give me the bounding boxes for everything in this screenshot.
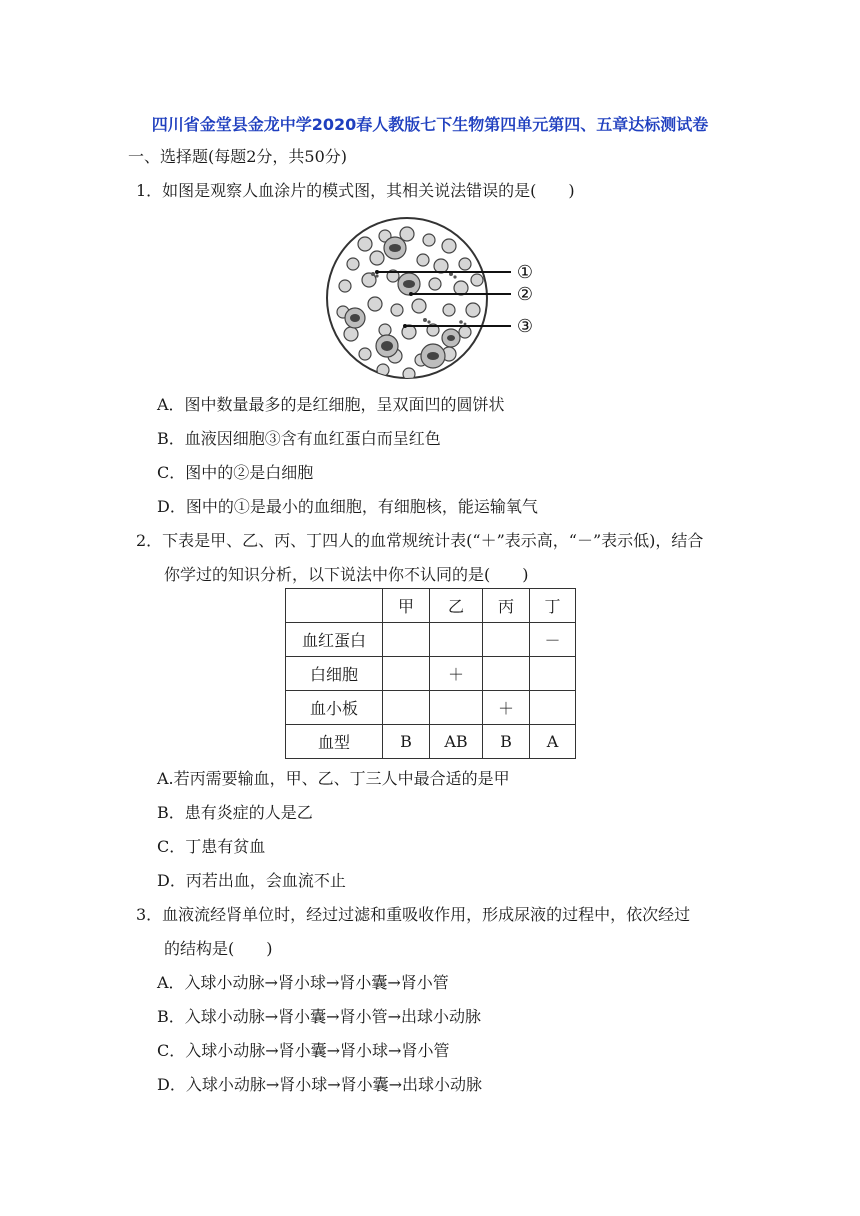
table-row — [286, 725, 576, 759]
blood-test-table — [285, 588, 576, 759]
table-cell — [483, 623, 530, 657]
question-3-stem-line2: 的结构是( ) — [164, 939, 273, 958]
q3-option-d: D．入球小动脉→肾小球→肾小囊→出球小动脉 — [157, 1075, 483, 1094]
table-cell: B — [483, 725, 530, 759]
table-cell: 白细胞 — [286, 657, 383, 691]
table-cell — [430, 691, 483, 725]
table-header-row — [286, 589, 576, 623]
table-cell: 血型 — [286, 725, 383, 759]
table-header-cell: 甲 — [383, 589, 430, 623]
table-cell — [530, 691, 576, 725]
document-title: 四川省金堂县金龙中学2020春人教版七下生物第四单元第四、五章达标测试卷 — [151, 115, 709, 134]
q2-option-a: A.若丙需要输血，甲、乙、丁三人中最合适的是甲 — [157, 769, 510, 788]
table-row — [286, 623, 576, 657]
table-cell: AB — [430, 725, 483, 759]
table-cell: A — [530, 725, 576, 759]
question-3-stem-line1: 3．血液流经肾单位时，经过过滤和重吸收作用，形成尿液的过程中，依次经过 — [136, 905, 691, 924]
figure-label-2: ② — [516, 284, 534, 305]
table-header-cell: 丁 — [530, 589, 576, 623]
question-2-stem-line1: 2．下表是甲、乙、丙、丁四人的血常规统计表(“＋”表示高，“－”表示低)，结合 — [136, 531, 704, 550]
table-row — [286, 691, 576, 725]
table-cell — [530, 657, 576, 691]
table-cell — [383, 657, 430, 691]
table-header-cell: 丙 — [483, 589, 530, 623]
q3-option-a: A．入球小动脉→肾小球→肾小囊→肾小管 — [157, 973, 449, 992]
question-2-stem-line2: 你学过的知识分析，以下说法中你不认同的是( ) — [164, 565, 529, 584]
q2-option-c: C．丁患有贫血 — [157, 837, 266, 856]
q2-option-b: B．患有炎症的人是乙 — [157, 803, 313, 822]
table-cell — [383, 691, 430, 725]
table-cell: 血红蛋白 — [286, 623, 383, 657]
table-cell — [483, 657, 530, 691]
q3-option-c: C．入球小动脉→肾小囊→肾小球→肾小管 — [157, 1041, 450, 1060]
table-cell: ＋ — [430, 657, 483, 691]
table-cell: B — [383, 725, 430, 759]
table-row — [286, 657, 576, 691]
q1-option-d: D．图中的①是最小的血细胞，有细胞核，能运输氧气 — [157, 497, 538, 516]
question-1-stem: 1．如图是观察人血涂片的模式图，其相关说法错误的是( ) — [136, 181, 575, 200]
q1-option-b: B．血液因细胞③含有血红蛋白而呈红色 — [157, 429, 441, 448]
figure-label-1: ① — [516, 262, 534, 283]
q2-option-d: D．丙若出血，会血流不止 — [157, 871, 346, 890]
q1-option-c: C．图中的②是白细胞 — [157, 463, 314, 482]
q3-option-b: B．入球小动脉→肾小囊→肾小管→出球小动脉 — [157, 1007, 481, 1026]
table-cell — [430, 623, 483, 657]
table-cell — [383, 623, 430, 657]
q1-option-a: A．图中数量最多的是红细胞，呈双面凹的圆饼状 — [157, 395, 505, 414]
table-cell: － — [530, 623, 576, 657]
figure-label-3: ③ — [516, 316, 534, 337]
table-cell: 血小板 — [286, 691, 383, 725]
blood-smear-figure — [325, 214, 540, 382]
table-header-cell — [286, 589, 383, 623]
table-header-cell: 乙 — [430, 589, 483, 623]
section-heading: 一、选择题(每题2分，共50分) — [128, 147, 348, 166]
table-cell: ＋ — [483, 691, 530, 725]
